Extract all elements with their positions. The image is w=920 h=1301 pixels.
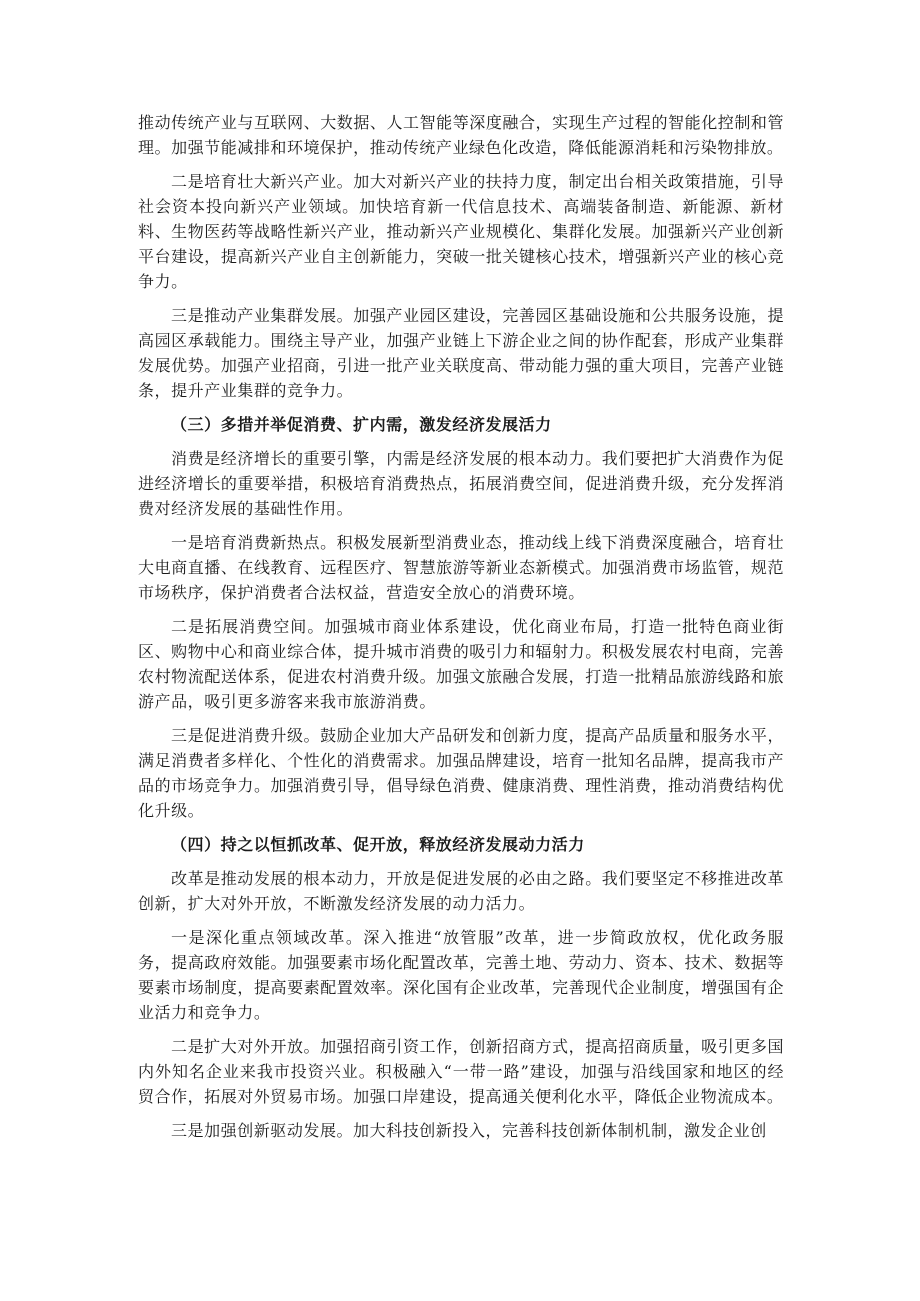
paragraph-6: 二是拓展消费空间。加强城市商业体系建设，优化商业布局，打造一批特色商业街区、购物中心和商业综合体，提升城市消费的吸引力和辐射力。积极发展农村电商，完善农村物流配送体系，促进农村消费升级。加强文旅融合发展，打造一批精品旅游线路和旅游产品，吸引更多游客来我市旅游消费。	[138, 617, 784, 711]
paragraph-8: 改革是推动发展的根本动力，开放是促进发展的必由之路。我们要坚定不移推进改革创新，扩大对外开放，不断激发经济发展的动力活力。	[138, 869, 784, 913]
paragraph-11: 三是加强创新驱动发展。加大科技创新投入，完善科技创新体制机制，激发企业创	[171, 1121, 767, 1140]
paragraph-10: 二是扩大对外开放。加强招商引资工作，创新招商方式，提高招商质量，吸引更多国内外知名企业来我市投资兴业。积极融入“一带一路”建设，加强与沿线国家和地区的经贸合作，拓展对外贸易市场。加强口岸建设，提高通关便利化水平，降低企业物流成本。	[138, 1037, 784, 1106]
paragraph-2: 二是培育壮大新兴产业。加大对新兴产业的扶持力度，制定出台相关政策措施，引导社会资本投向新兴产业领域。加快培育新一代信息技术、高端装备制造、新能源、新材料、生物医药等战略性新兴产业，推动新兴产业规模化、集群化发展。加强新兴产业创新平台建设，提高新兴产业自主创新能力，突破一批关键核心技术，增强新兴产业的核心竞争力。	[138, 172, 784, 291]
paragraph-1: 推动传统产业与互联网、大数据、人工智能等深度融合，实现生产过程的智能化控制和管理。加强节能减排和环境保护，推动传统产业绿色化改造，降低能源消耗和污染物排放。	[138, 113, 784, 157]
document-page	[138, 110, 784, 1152]
paragraph-3: 三是推动产业集群发展。加强产业园区建设，完善园区基础设施和公共服务设施，提高园区承载能力。围绕主导产业，加强产业链上下游企业之间的协作配套，形成产业集群发展优势。加强产业招商，引进一批产业关联度高、带动能力强的重大项目，完善产业链条，提升产业集群的竞争力。	[138, 306, 784, 400]
section-heading-3: （三）多措并举促消费、扩内需，激发经济发展活力	[171, 415, 552, 434]
section-heading-4: （四）持之以恒抓改革、促开放，释放经济发展动力活力	[171, 835, 585, 854]
paragraph-5: 一是培育消费新热点。积极发展新型消费业态，推动线上线下消费深度融合，培育壮大电商直播、在线教育、远程医疗、智慧旅游等新业态新模式。加强消费市场监管，规范市场秩序，保护消费者合法权益，营造安全放心的消费环境。	[138, 533, 784, 602]
paragraph-4: 消费是经济增长的重要引擎，内需是经济发展的根本动力。我们要把扩大消费作为促进经济增长的重要举措，积极培育消费热点，拓展消费空间，促进消费升级，充分发挥消费对经济发展的基础性作用。	[138, 449, 784, 518]
paragraph-9: 一是深化重点领域改革。深入推进“放管服”改革，进一步简政放权，优化政务服务，提高政府效能。加强要素市场化配置改革，完善土地、劳动力、资本、技术、数据等要素市场制度，提高要素配置效率。深化国有企业改革，完善现代企业制度，增强国有企业活力和竞争力。	[138, 928, 784, 1022]
paragraph-7: 三是促进消费升级。鼓励企业加大产品研发和创新力度，提高产品质量和服务水平，满足消费者多样化、个性化的消费需求。加强品牌建设，培育一批知名品牌，提高我市产品的市场竞争力。加强消费引导，倡导绿色消费、健康消费、理性消费，推动消费结构优化升级。	[138, 726, 784, 820]
